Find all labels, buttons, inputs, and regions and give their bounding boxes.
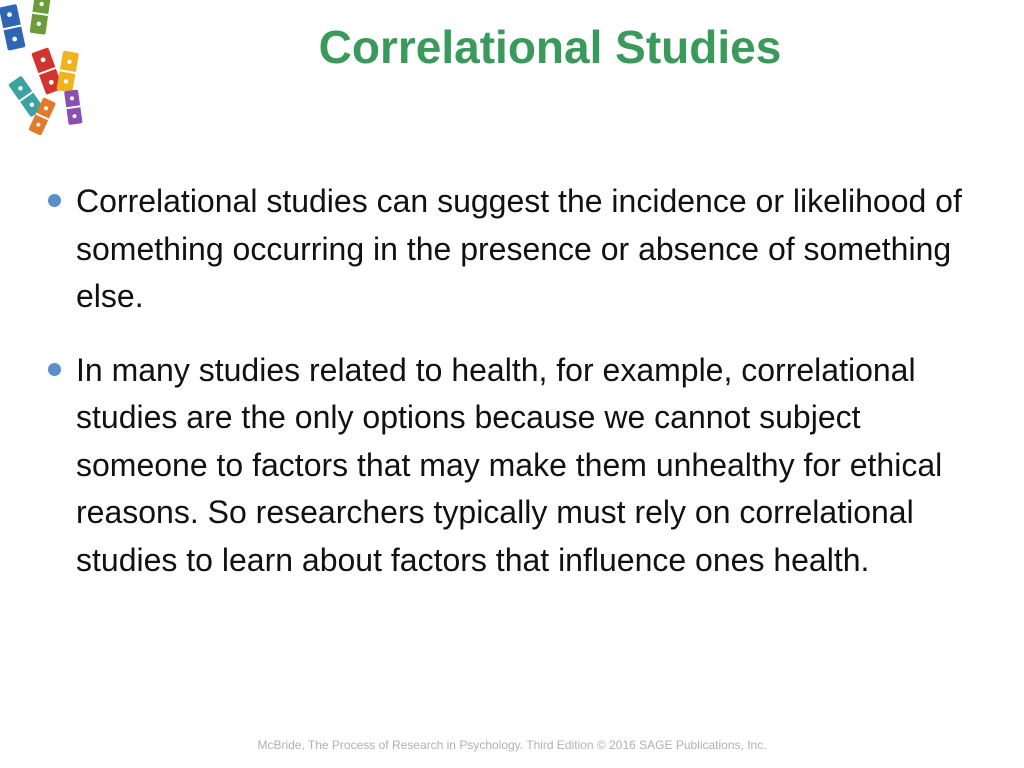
- slide-footer: McBride, The Process of Research in Psychology. Third Edition © 2016 SAGE Publications, Inc.: [257, 738, 767, 752]
- dominoes-logo: [0, 0, 100, 150]
- bullet-text: Correlational studies can suggest the incidence or likelihood of something occurring in the presence or absence of something else.: [76, 183, 962, 314]
- bullet-marker-icon: [48, 363, 61, 376]
- bullet-item: [46, 347, 966, 585]
- bullet-item: [46, 178, 966, 321]
- bullet-text: In many studies related to health, for example, correlational studies are the only options because we cannot subject someone to factors that may make them unhealthy for ethical reasons. So researchers typically must rely on correlational studies to learn about factors that influence ones health.: [76, 351, 943, 578]
- bullet-marker-icon: [48, 194, 61, 207]
- bullet-list: [46, 178, 966, 610]
- slide-title: Correlational Studies: [318, 21, 782, 73]
